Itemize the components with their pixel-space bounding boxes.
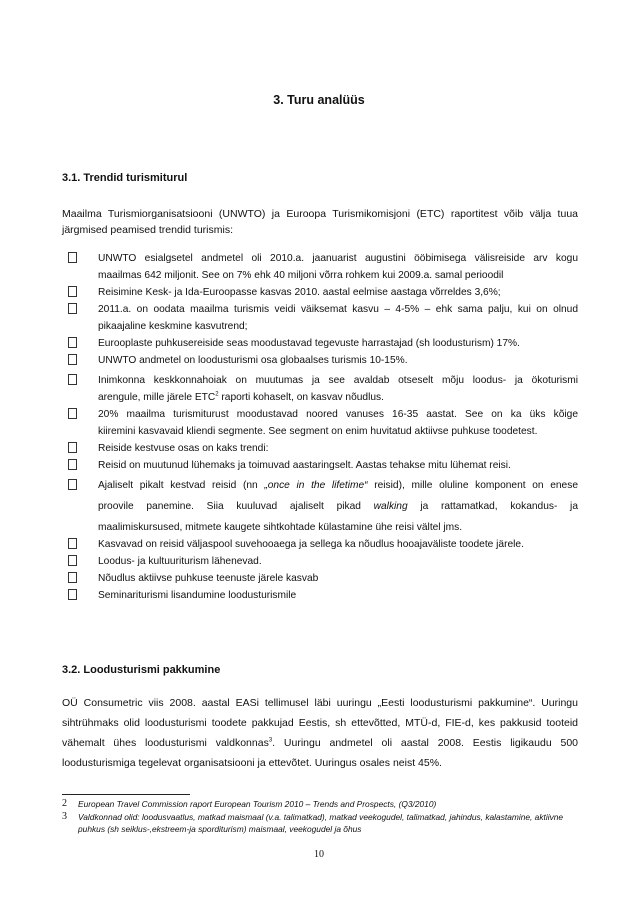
bullet-icon xyxy=(68,442,77,453)
list-item-text: Reisimine Kesk- ja Ida-Euroopasse kasvas 2010. aastal eelmise aastaga võrreldes 3,6%; xyxy=(98,287,501,298)
footnote-divider xyxy=(62,794,190,795)
list-item xyxy=(68,250,578,284)
bullet-icon xyxy=(68,354,77,365)
list-item xyxy=(68,477,578,536)
list-item-text: Eurooplaste puhkusereiside seas moodustavad tegevuste harrastajad (sh loodusturism) 17%. xyxy=(98,338,520,349)
page-title: 3. Turu analüüs xyxy=(273,93,365,107)
footnote-text: European Travel Commission raport European Tourism 2010 – Trends and Prospects, (Q3/2010) xyxy=(78,799,437,809)
bullet-icon xyxy=(68,374,77,385)
footnote-text: puhkus (sh seiklus-,ekstreem-ja sporditurism) maismaal, veekogudel ja õhus xyxy=(78,824,362,834)
list-item xyxy=(68,372,578,406)
section-heading-nature-tourism: 3.2. Loodusturismi pakkumine xyxy=(62,664,221,676)
list-item xyxy=(68,553,578,570)
footnote xyxy=(62,811,582,835)
list-item-text: Ajaliselt pikalt kestvad reisid (nn „once in the lifetime“ reisid), mille oluline komponent on enese xyxy=(98,480,578,491)
list-item-text: Seminariturismi lisandumine loodusturismile xyxy=(98,590,297,601)
list-item-text: Reiside kestvuse osas on kaks trendi: xyxy=(98,443,269,454)
list-item-text: Reisid on muutunud lühemaks ja toimuvad aastaringselt. Aastas tehakse mitu lühemat reisi. xyxy=(98,460,511,471)
list-item xyxy=(68,352,578,369)
footnote-text: Valdkonnad olid: loodusvaatlus, matkad maismaal (v.a. talimatkad), matkad veekogudel, talimatkad, jahindus, kalastamine, aktiivne xyxy=(78,812,564,822)
bullet-icon xyxy=(68,303,77,314)
list-item xyxy=(68,457,578,474)
list-item-text: arengule, mille järele ETC$^2$ raporti kohaselt, on kasvav nõudlus. xyxy=(98,391,384,403)
list-item-text: maalimiskursused, mitmete kaugete sihtkohtade külastamine ühe reisi vältel jms. xyxy=(98,522,463,533)
para-line: OÜ Consumetric viis 2008. aastal EASi tellimusel läbi uuringu „Eesti loodusturismi pakkumine“. Uuringu xyxy=(62,697,578,709)
bullet-icon xyxy=(68,408,77,419)
list-item xyxy=(68,570,578,587)
list-item xyxy=(68,284,578,301)
list-item xyxy=(68,440,578,457)
bullet-icon xyxy=(68,286,77,297)
bullet-icon xyxy=(68,589,77,600)
list-item-text: kiiremini kasvavaid kliendi segmente. See segment on enim huvitatud aktiivse puhkuse toodetest. xyxy=(98,426,538,437)
bullet-icon xyxy=(68,252,77,263)
list-item-text: pikaajaline keskmine kasvutrend; xyxy=(98,321,248,332)
bullet-icon xyxy=(68,538,77,549)
list-item-text: Nõudlus aktiivse puhkuse teenuste järele kasvab xyxy=(98,573,319,584)
section-heading-trends: 3.1. Trendid turismiturul xyxy=(62,172,188,184)
bullet-icon xyxy=(68,572,77,583)
list-item-text: Loodus- ja kultuuriturism lähenevad. xyxy=(98,556,262,567)
list-item-text: maailmas 642 miljonit. See on 7% ehk 40 miljoni võrra rohkem kui 2009.a. samal perioodil xyxy=(98,270,504,281)
intro-line: Maailma Turismiorganisatsiooni (UNWTO) ja Euroopa Turismikomisjoni (ETC) raportitest võib välja tuua xyxy=(62,208,578,220)
para-line: loodusturismiga tegelevat organisatsiooni ja ettevõtet. Uuringus osales neist 45%. xyxy=(62,757,442,769)
footnote-number: 2 xyxy=(62,798,67,809)
list-item-text: 2011.a. on oodata maailma turismis veidi väiksemat kasvu – 4-5% – ehk sama palju, kui on olnud xyxy=(98,304,578,315)
intro-paragraph xyxy=(62,204,578,240)
bullet-icon xyxy=(68,459,77,470)
intro-line: järgmised peamised trendid turismis: xyxy=(62,224,233,236)
list-item xyxy=(68,301,578,335)
trend-list xyxy=(68,250,578,604)
bullet-icon xyxy=(68,479,77,490)
list-item-text: Inimkonna keskkonnahoiak on muutumas ja see avaldab otseselt mõju loodus- ja ökoturismi xyxy=(98,375,578,386)
list-item xyxy=(68,335,578,352)
supply-paragraph xyxy=(62,693,578,773)
footnote-number: 3 xyxy=(62,811,67,822)
list-item-text: Kasvavad on reisid väljaspool suvehooaega ja sellega ka nõudlus hooajaväliste toodete järele. xyxy=(98,539,524,550)
para-line: vähemalt ühes loodusturismi valdkonnas$^3$. Uuringu andmetel oli aastal 2008. Eestis ligikaudu 500 xyxy=(62,737,578,749)
list-item xyxy=(68,406,578,440)
bullet-icon xyxy=(68,337,77,348)
list-item-text: UNWTO andmetel on loodusturismi osa globaalses turismis 10-15%. xyxy=(98,355,408,366)
para-line: sihtrühmaks olid loodusturismi toodete pakkujad Eestis, sh ettevõtted, MTÜ-d, FIE-d, kes pakkusid tooteid xyxy=(62,717,578,729)
list-item-text: 20% maailma turismiturust moodustavad noored vanuses 16-35 aastat. See on ka üks kõige xyxy=(98,409,578,420)
footnote xyxy=(62,798,582,810)
bullet-icon xyxy=(68,555,77,566)
list-item-text: proovile panemine. Siia kuuluvad ajaliselt pikad walking ja rattamatkad, kokandus- ja xyxy=(98,501,578,512)
list-item-text: UNWTO esialgsetel andmetel oli 2010.a. jaanuarist augustini ööbimisega välisreiside arv kogu xyxy=(98,253,578,264)
list-item xyxy=(68,536,578,553)
list-item xyxy=(68,587,578,604)
page-number: 10 xyxy=(314,849,324,860)
